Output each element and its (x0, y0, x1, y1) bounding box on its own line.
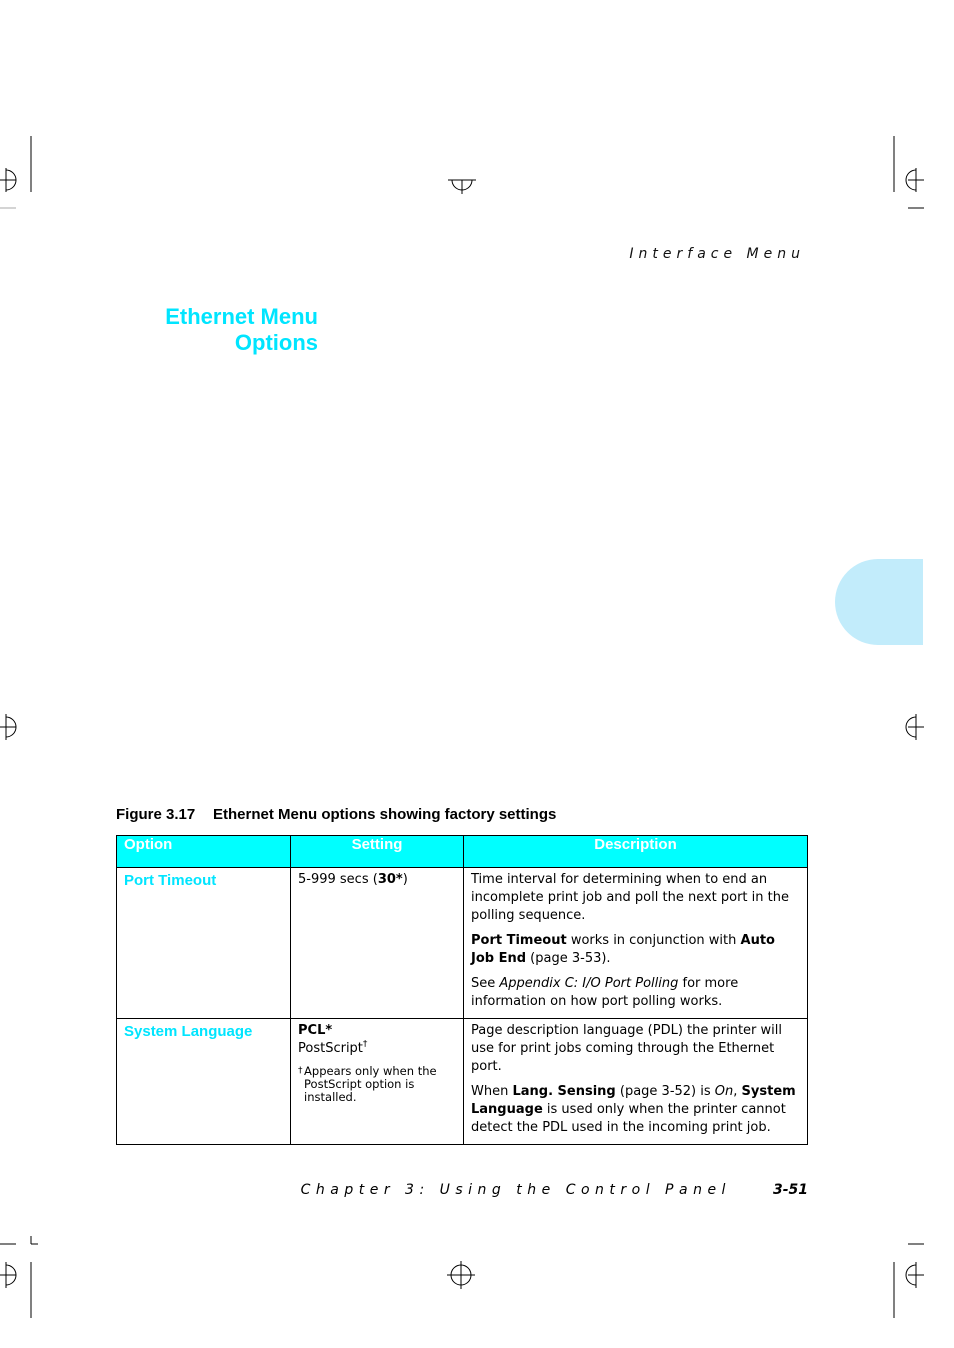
setting-footnote (298, 1065, 456, 1104)
table-header-row (117, 836, 808, 868)
page-footer (300, 1182, 808, 1198)
text: for more information on how port polling works. (471, 976, 739, 1009)
section-title-line1: Ethernet Menu (165, 304, 318, 329)
option-name-system-language: System Language (124, 1023, 253, 1040)
table-row (117, 868, 808, 1019)
italic-term: On (714, 1084, 734, 1099)
option-name-port-timeout: Port Timeout (124, 872, 217, 889)
text: (page 3-52) is (615, 1084, 715, 1099)
description-paragraph (471, 1083, 800, 1137)
bold-term: System Language (471, 1084, 796, 1117)
dagger-mark: † (362, 1039, 368, 1050)
header-description: Description (464, 836, 808, 868)
description-paragraph: Time interval for determining when to end an incomplete print job and poll the next port in the polling sequence. (471, 872, 789, 923)
running-head: Interface Menu (629, 246, 805, 262)
figure-caption-text: Ethernet Menu options showing factory settings (213, 806, 557, 823)
header-option: Option (117, 836, 291, 868)
section-title (100, 304, 318, 356)
setting-prefix: 5-999 secs ( (298, 872, 378, 887)
bold-term: Lang. Sensing (512, 1084, 616, 1099)
footer-chapter: Chapter 3: Using the Control Panel (300, 1182, 731, 1198)
option-cell (117, 1019, 291, 1145)
setting-cell (291, 1019, 464, 1145)
setting-cell (291, 868, 464, 1019)
bold-term: Auto Job End (471, 933, 775, 966)
figure-caption (116, 806, 816, 823)
option-cell (117, 868, 291, 1019)
setting-suffix: ) (402, 872, 408, 887)
table-row (117, 1019, 808, 1145)
italic-reference: Appendix C: I/O Port Polling (499, 976, 679, 991)
text: When (471, 1084, 513, 1099)
description-paragraph (471, 932, 800, 968)
description-paragraph (471, 975, 800, 1011)
figure-number: Figure 3.17 (116, 806, 196, 823)
text: (page 3-53). (526, 951, 611, 966)
text: is used only when the printer cannot detect the PDL used in the incoming print job. (471, 1102, 786, 1135)
section-title-line2: Options (234, 330, 318, 355)
description-cell (464, 1019, 808, 1145)
setting-default: 30* (377, 872, 403, 887)
text: , (733, 1084, 742, 1099)
footnote-text: Appears only when the PostScript option is installed. (304, 1064, 437, 1104)
text: works in conjunction with (566, 933, 741, 948)
bold-term: Port Timeout (471, 933, 567, 948)
text: See (471, 976, 500, 991)
header-setting: Setting (291, 836, 464, 868)
footnote-dagger: † (298, 1066, 303, 1076)
setting-alt-text: PostScript (298, 1041, 363, 1056)
description-cell (464, 868, 808, 1019)
description-paragraph: Page description language (PDL) the printer will use for print jobs coming through the Ethernet port. (471, 1023, 782, 1074)
setting-alt (298, 1040, 456, 1058)
setting-default: PCL* (298, 1023, 333, 1038)
page-number: 3-51 (772, 1182, 808, 1198)
chapter-thumb-tab (835, 559, 923, 645)
ethernet-options-table (116, 835, 808, 1145)
